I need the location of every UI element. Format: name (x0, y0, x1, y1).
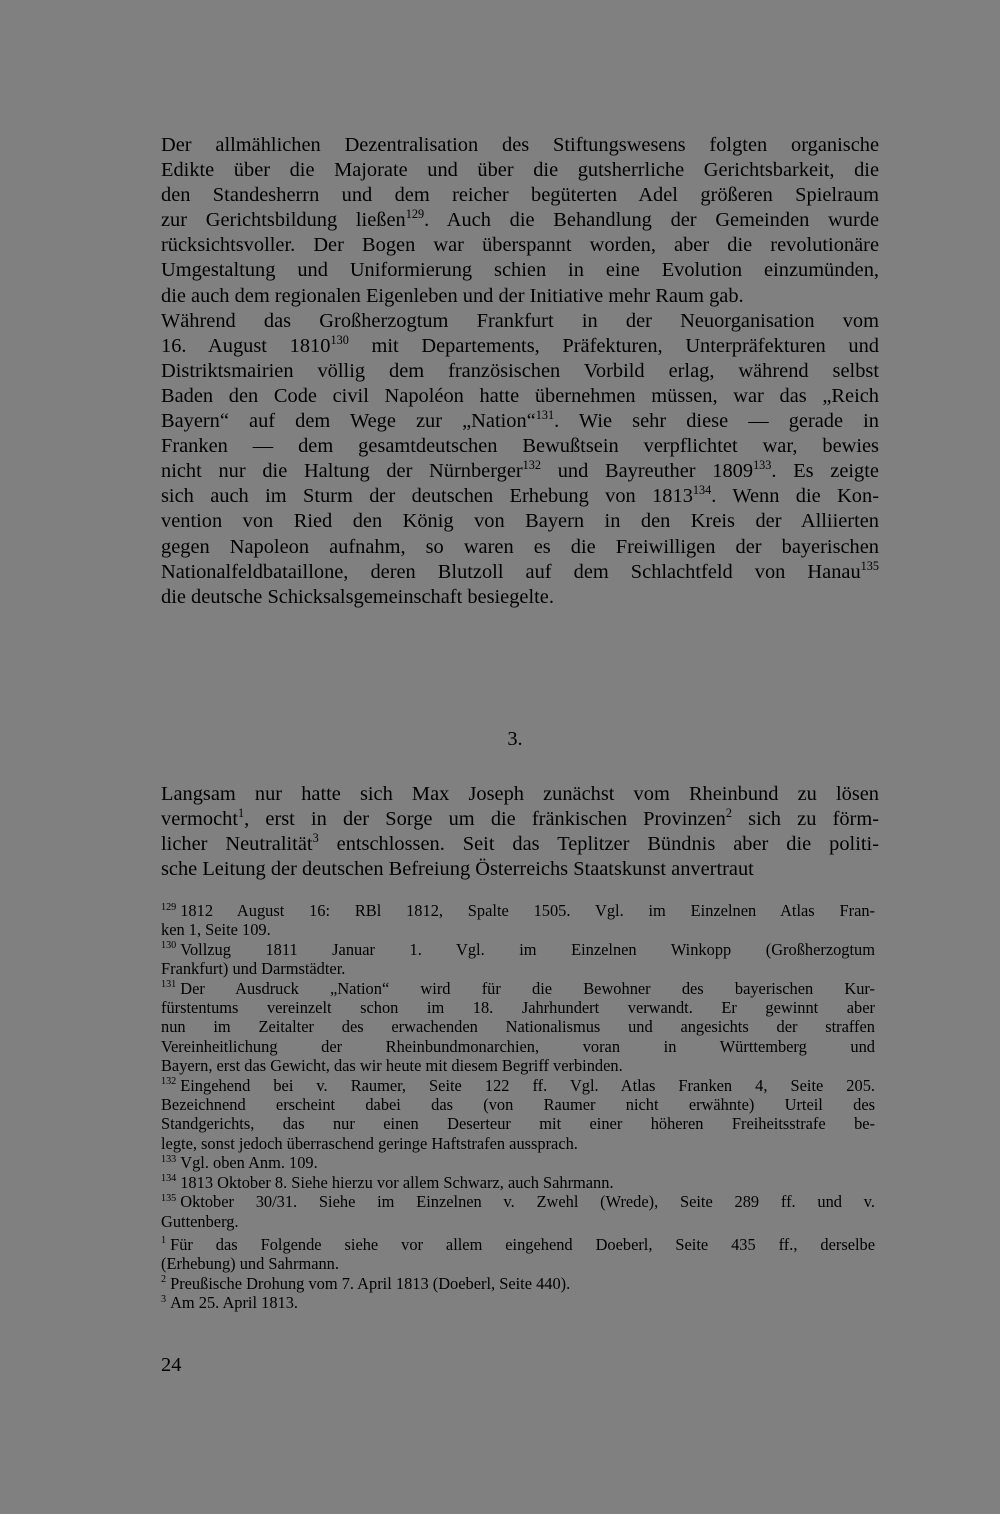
line-text: , erst in der Sorge um die fränkischen Provinzen (244, 808, 726, 831)
footnote-text: fürstentums vereinzelt schon im 18. Jahrhundert verwandt. Er gewinnt aber (161, 998, 875, 1018)
para2-line (161, 782, 879, 807)
footnote-text: Bezeichnend erscheint dabei das (von Raumer nicht erwähnte) Urteil des (161, 1095, 875, 1115)
line-text: 16. August 1810 (161, 334, 331, 357)
footnote-line (161, 998, 875, 1017)
line-text: Der allmählichen Dezentralisation des Stiftungswesens folgten organische (161, 134, 879, 156)
para1-line (161, 334, 879, 359)
line-text: zur Gerichtsbildung ließen (161, 209, 406, 232)
para1-line (161, 359, 879, 384)
line-text: . Wenn die Kon- (711, 485, 879, 508)
line-text: nicht nur die Haltung der Nürnberger (161, 460, 523, 483)
footnote-number: 133 (161, 1153, 177, 1165)
line-text: Distriktsmairien völlig dem französischen Vorbild erlag, während selbst (161, 359, 879, 382)
para1-line (161, 509, 879, 534)
footnote-line (161, 1017, 875, 1036)
para1-line (161, 158, 879, 183)
footnote-line (161, 1095, 875, 1114)
para1-line (161, 535, 879, 560)
para2-line (161, 857, 879, 882)
footnote-number: 131 (161, 979, 177, 991)
page-number: 24 (161, 1354, 182, 1376)
footnote-line (161, 920, 875, 939)
para1-line (161, 560, 879, 585)
footnote-text: 1813 Oktober 8. Siehe hierzu vor allem Schwarz, auch Sahrmann. (180, 1172, 614, 1192)
line-text: die auch dem regionalen Eigenleben und der Initiative mehr Raum gab. (161, 284, 744, 307)
footnote-number: 129 (161, 901, 177, 913)
para1-line (161, 258, 879, 283)
footnote-line (161, 901, 875, 920)
line-text: Während das Großherzogtum Frankfurt in der Neuorganisation vom (161, 309, 879, 332)
footnote-line (161, 1037, 875, 1056)
line-text: sche Leitung der deutschen Befreiung Österreichs Staatskunst anvertraut (161, 858, 754, 881)
footnote-text: Frankfurt) und Darmstädter. (161, 959, 346, 979)
footnote-text: legte, sonst jedoch überraschend geringe Haftstrafen aussprach. (161, 1133, 578, 1153)
para1-line (161, 208, 879, 233)
para1-line (161, 434, 879, 459)
para2-line (161, 832, 879, 857)
footnote-text: Eingehend bei v. Raumer, Seite 122 ff. Vgl. Atlas Franken 4, Seite 205. (180, 1075, 875, 1095)
line-text: Langsam nur hatte sich Max Joseph zunächst vom Rheinbund zu lösen (161, 783, 879, 805)
footnote-number: 1 (161, 1235, 167, 1247)
line-text: Edikte über die Majorate und über die gutsherrliche Gerichtsbarkeit, die (161, 159, 879, 182)
footnote-ref: 3 (312, 831, 319, 846)
footnote-text: Oktober 30/31. Siehe im Einzelnen v. Zwehl (Wrede), Seite 289 ff. und v. (180, 1192, 875, 1212)
line-text: Bayern“ auf dem Wege zur „Nation“ (161, 410, 536, 433)
footnote-number: 135 (161, 1192, 177, 1204)
line-text: sich zu förm- (731, 808, 879, 831)
line-text: gegen Napoleon aufnahm, so waren es die Freiwilligen der bayerischen (161, 535, 879, 558)
footnote-line (161, 1056, 875, 1075)
footnote-ref: 1 (238, 806, 245, 821)
paragraph-main-2 (161, 782, 879, 882)
line-text: vention von Ried den König von Bayern in den Kreis der Alliierten (161, 510, 879, 533)
footnote-number: 134 (161, 1173, 177, 1185)
footnote-line (161, 1076, 875, 1095)
line-text: und Bayreuther 1809 (541, 460, 754, 483)
footnote-line (161, 1293, 875, 1312)
para1-line (161, 384, 879, 409)
footnote-ref: 135 (860, 558, 879, 573)
line-text: vermocht (161, 808, 239, 831)
line-text: Nationalfeldbataillone, deren Blutzoll auf dem Schlachtfeld von Hanau (161, 560, 861, 583)
footnote-text: (Erhebung) und Sahrmann. (161, 1254, 339, 1274)
footnote-line (161, 1153, 875, 1172)
line-text: licher Neutralität (161, 833, 313, 856)
para1-line (161, 233, 879, 258)
para1-line (161, 133, 879, 158)
footnote-text: Für das Folgende siehe vor allem eingehend Doeberl, Seite 435 ff., derselbe (170, 1234, 875, 1254)
section-number: 3. (507, 728, 523, 750)
line-text: entschlossen. Seit das Teplitzer Bündnis aber die politi- (318, 833, 879, 856)
footnote-ref: 131 (535, 408, 555, 423)
footnote-text: Am 25. April 1813. (170, 1293, 299, 1313)
footnote-number: 130 (161, 940, 177, 952)
footnote-line (161, 1274, 875, 1293)
footnote-number: 132 (161, 1076, 177, 1088)
footnote-ref: 129 (405, 207, 425, 222)
line-text: . Wie sehr diese — gerade in (554, 410, 879, 433)
footnote-text: ken 1, Seite 109. (161, 920, 271, 940)
line-text: . Es zeigte (771, 460, 879, 483)
footnote-text: Standgerichts, das nur einen Deserteur mit einer höheren Freiheitsstrafe be- (161, 1114, 875, 1134)
line-text: Baden den Code civil Napoléon hatte übernehmen müssen, war das „Reich (161, 384, 879, 407)
para1-line (161, 459, 879, 484)
paragraph-main-1 (161, 133, 879, 610)
footnote-line (161, 979, 875, 998)
footnote-ref: 2 (725, 806, 732, 821)
para1-line (161, 284, 879, 309)
line-text: mit Departements, Präfekturen, Unterpräfekturen und (348, 334, 879, 357)
footnote-text: Preußische Drohung vom 7. April 1813 (Doeberl, Seite 440). (170, 1273, 571, 1293)
footnote-ref: 134 (692, 483, 712, 498)
para1-line (161, 585, 879, 610)
footnote-line (161, 1192, 875, 1211)
footnote-line (161, 1235, 875, 1254)
footnote-text: Vereinheitlichung der Rheinbundmonarchien, voran in Württemberg und (161, 1036, 875, 1056)
line-text: die deutsche Schicksalsgemeinschaft besiegelte. (161, 585, 554, 608)
line-text: Franken — dem gesamtdeutschen Bewußtsein verpflichtet war, bewies (161, 435, 879, 458)
footnote-ref: 133 (753, 458, 772, 473)
footnote-line (161, 1114, 875, 1133)
footnote-ref: 130 (330, 332, 349, 347)
footnote-text: Guttenberg. (161, 1211, 239, 1231)
footnote-line (161, 959, 875, 978)
footnote-ref: 132 (522, 458, 542, 473)
footnote-line (161, 1134, 875, 1153)
footnote-line (161, 1173, 875, 1192)
footnote-text: 1812 August 16: RBl 1812, Spalte 1505. Vgl. im Einzelnen Atlas Fran- (180, 901, 875, 920)
footnote-number: 2 (161, 1274, 167, 1286)
footnote-line (161, 1212, 875, 1231)
para1-line (161, 409, 879, 434)
footnote-text: Vollzug 1811 Januar 1. Vgl. im Einzelnen Winkopp (Großherzogtum (180, 939, 875, 959)
footnote-text: Bayern, erst das Gewicht, das wir heute mit diesem Begriff verbinden. (161, 1056, 623, 1076)
para1-line (161, 309, 879, 334)
line-text: . Auch die Behandlung der Gemeinden wurde (424, 209, 880, 232)
footnote-text: nun im Zeitalter des erwachenden Nationalismus und angesichts der straffen (161, 1017, 875, 1037)
line-text: den Standesherrn und dem reicher begüterten Adel größeren Spielraum (161, 184, 879, 207)
para1-line (161, 484, 879, 509)
footnotes (161, 901, 875, 1313)
line-text: Umgestaltung und Uniformierung schien in eine Evolution einzumünden, (161, 259, 879, 282)
footnote-line (161, 940, 875, 959)
para1-line (161, 183, 879, 208)
footnote-text: Der Ausdruck „Nation“ wird für die Bewohner des bayerischen Kur- (180, 978, 875, 998)
footnote-number: 3 (161, 1293, 167, 1305)
footnote-text: Vgl. oben Anm. 109. (180, 1153, 318, 1173)
line-text: rücksichtsvoller. Der Bogen war überspannt worden, aber die revolutionäre (161, 234, 879, 257)
para2-line (161, 807, 879, 832)
footnote-line (161, 1254, 875, 1273)
line-text: sich auch im Sturm der deutschen Erhebung von 1813 (161, 485, 693, 508)
